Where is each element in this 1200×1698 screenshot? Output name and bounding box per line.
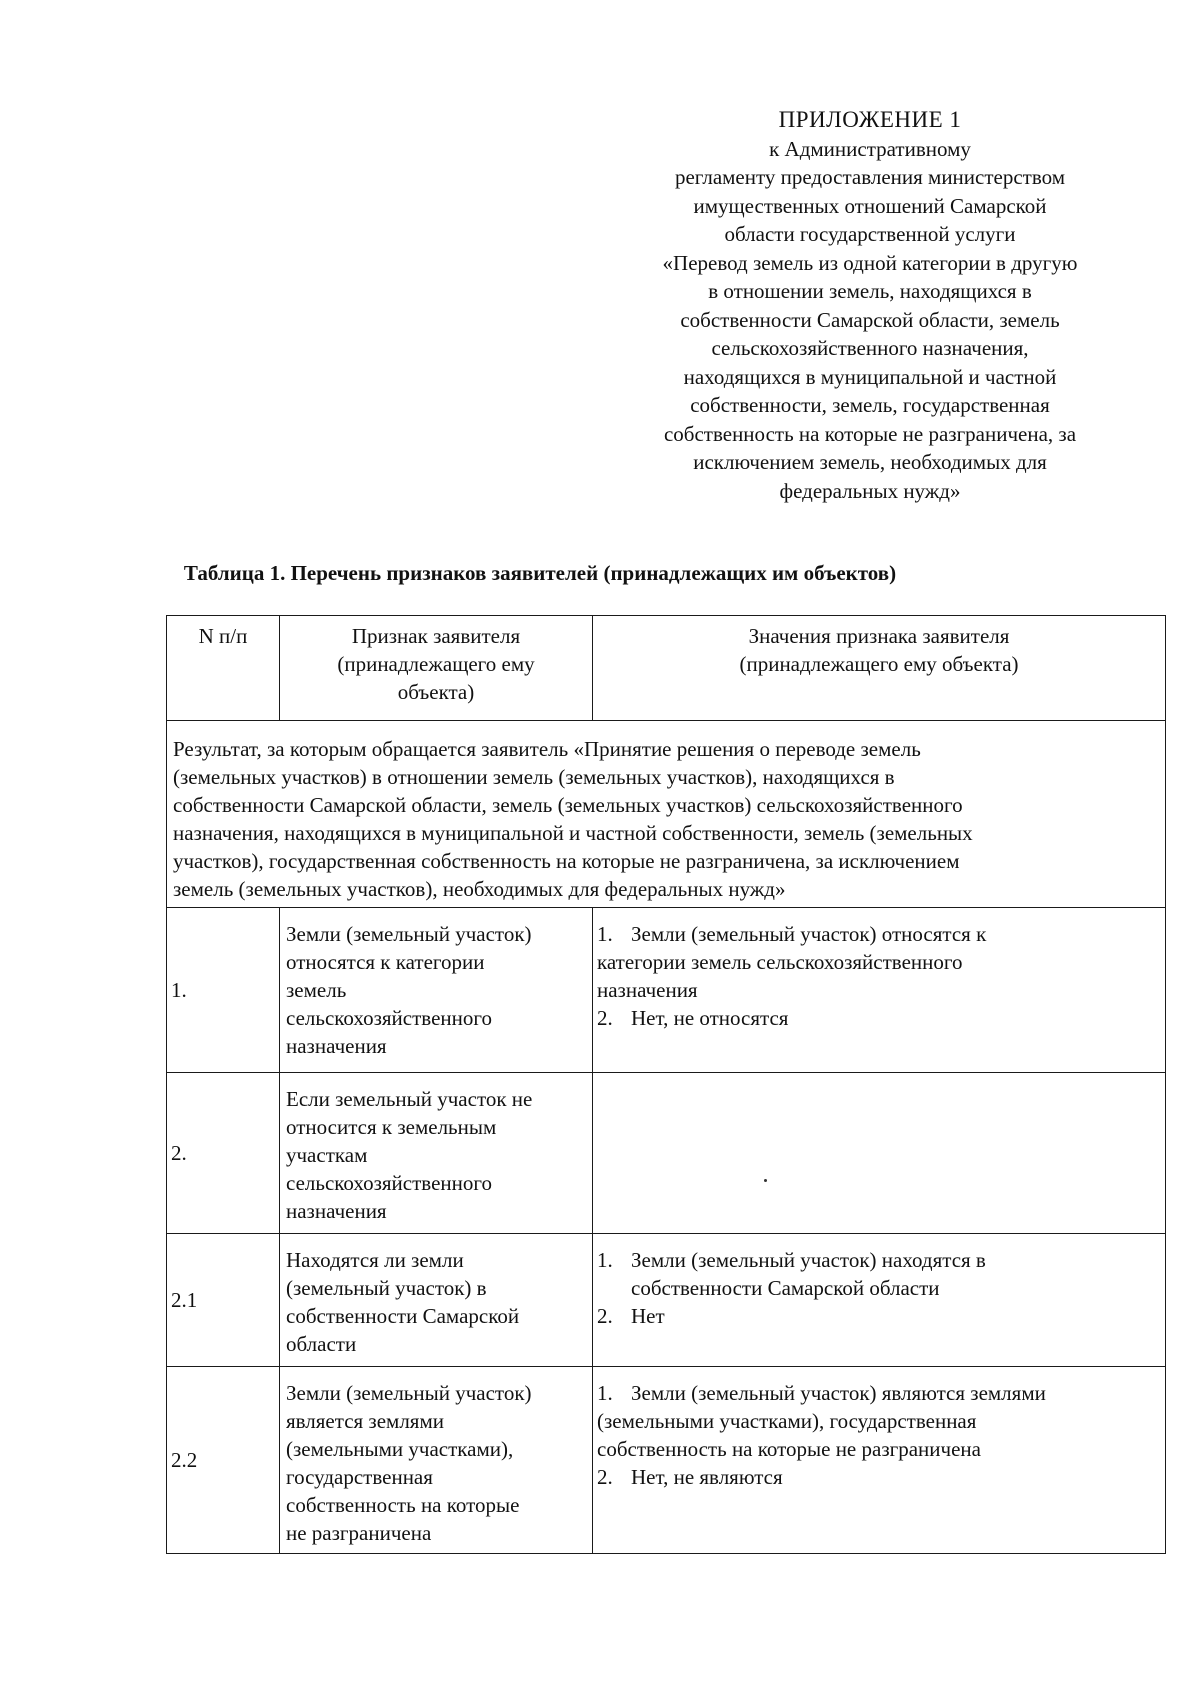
attribute-line: собственности Самарской: [286, 1304, 520, 1328]
header-attr-line: объекта): [397, 680, 475, 704]
appendix-line: «Перевод земель из одной категории в другую: [662, 250, 1078, 275]
attribute-line: Земли (земельный участок): [286, 922, 532, 946]
option-number: 2.: [597, 1304, 613, 1328]
header-attr-line: Признак заявителя: [351, 624, 521, 648]
attribute-line: участкам: [286, 1143, 368, 1167]
header-attr-line: (принадлежащего ему: [337, 652, 535, 676]
value-option: [597, 920, 1159, 948]
value-option: [597, 1302, 1159, 1330]
appendix-line: в отношении земель, находящихся в: [708, 279, 1032, 303]
value-option: [597, 1463, 1159, 1491]
appendix-line: имущественных отношений Самарской: [693, 193, 1047, 218]
table-row: [167, 1234, 1166, 1367]
result-cell: [167, 721, 1166, 908]
attribute-line: назначения: [286, 1199, 387, 1223]
table-caption: Таблица 1. Перечень признаков заявителей (принадлежащих им объектов): [183, 561, 897, 585]
result-row: [167, 721, 1166, 908]
result-line: земель (земельных участков), необходимых для федеральных нужд»: [173, 877, 786, 901]
appendix-line: регламенту предоставления министерством: [674, 165, 1066, 189]
result-line: участков), государственная собственность на которые не разграничена, за исключением: [173, 849, 960, 873]
appendix-line: собственности, земель, государственная: [690, 393, 1050, 417]
option-number: 1.: [597, 922, 613, 946]
table-row: [167, 1073, 1166, 1234]
value-option: [597, 1246, 1159, 1274]
attribute-cell: [280, 1367, 593, 1554]
attribute-line: не разграничена: [286, 1521, 432, 1545]
header-val-line: (принадлежащего ему объекта): [739, 652, 1019, 676]
option-number: 2.: [597, 1465, 613, 1489]
appendix-line: сельскохозяйственного назначения,: [711, 336, 1029, 360]
attribute-cell: [280, 1073, 593, 1234]
header-cell-attr: [280, 616, 593, 721]
attribute-line: государственная: [286, 1465, 433, 1489]
row-number-text: 1.: [171, 978, 187, 1002]
applicant-attributes-table: [166, 615, 1166, 1554]
result-line: (земельных участков) в отношении земель (земельных участков), находящихся в: [173, 765, 895, 789]
attribute-line: назначения: [286, 1034, 387, 1058]
option-number: 1.: [597, 1248, 613, 1272]
value-option: [597, 1004, 1159, 1032]
appendix-line: собственности Самарской области, земель: [680, 307, 1060, 332]
appendix-line: к Административному: [769, 136, 971, 161]
attribute-line: Находятся ли земли: [286, 1248, 464, 1272]
result-line: собственности Самарской области, земель (земельных участков) сельскохозяйственного: [173, 793, 963, 817]
row-number-text: 2.: [171, 1141, 187, 1165]
header-val-line: Значения признака заявителя: [748, 624, 1010, 648]
attribute-line: собственность на которые: [286, 1493, 520, 1517]
appendix-header: [630, 106, 1110, 505]
option-text: Земли (земельный участок) являются землями: [631, 1381, 1046, 1405]
result-line: Результат, за которым обращается заявитель «Принятие решения о переводе земель: [173, 737, 921, 761]
option-number: 2.: [597, 1006, 613, 1030]
appendix-title: ПРИЛОЖЕНИЕ 1: [778, 107, 962, 132]
table-row: [167, 908, 1166, 1073]
option-text-cont: назначения: [597, 978, 698, 1002]
attribute-line: области: [286, 1332, 357, 1356]
option-text: Нет: [631, 1304, 665, 1328]
appendix-line: исключением земель, необходимых для: [693, 450, 1047, 474]
row-number: [167, 1367, 280, 1554]
appendix-line: собственность на которые не разграничена, за: [663, 421, 1077, 446]
appendix-line: области государственной услуги: [724, 222, 1016, 246]
table-row: [167, 1367, 1166, 1554]
option-text-cont: собственность на которые не разграничена: [597, 1437, 981, 1461]
option-text-cont: собственности Самарской области: [631, 1276, 940, 1300]
attribute-line: Если земельный участок не: [286, 1087, 533, 1111]
values-cell: [593, 1367, 1166, 1554]
attribute-cell: [280, 1234, 593, 1367]
table-header-row: [167, 616, 1166, 721]
option-number: 1.: [597, 1381, 613, 1405]
appendix-line: федеральных нужд»: [779, 478, 961, 503]
attribute-line: является землями: [286, 1409, 444, 1433]
attribute-cell: [280, 908, 593, 1073]
row-number: [167, 1073, 280, 1234]
option-text: Нет, не относятся: [631, 1006, 789, 1030]
values-cell: [593, 1234, 1166, 1367]
attribute-line: сельскохозяйственного: [286, 1006, 492, 1030]
option-text: Земли (земельный участок) относятся к: [631, 922, 987, 946]
option-text: Земли (земельный участок) находятся в: [631, 1248, 986, 1272]
option-text: Нет, не являются: [631, 1465, 783, 1489]
appendix-line: находящихся в муниципальной и частной: [683, 364, 1057, 389]
attribute-line: относятся к категории: [286, 950, 485, 974]
attribute-line: (земельный участок) в: [286, 1276, 487, 1300]
attribute-line: земель: [286, 978, 347, 1002]
row-number-text: 2.2: [171, 1448, 198, 1472]
row-number-text: 2.1: [171, 1288, 198, 1312]
option-text-cont: категории земель сельскохозяйственного: [597, 950, 963, 974]
option-text-cont: (земельными участками), государственная: [597, 1409, 977, 1433]
attribute-line: Земли (земельный участок): [286, 1381, 532, 1405]
attribute-line: сельскохозяйственного: [286, 1171, 492, 1195]
attribute-line: (земельными участками),: [286, 1437, 514, 1461]
values-cell: [593, 908, 1166, 1073]
header-cell-num: [167, 616, 280, 721]
row-number: [167, 1234, 280, 1367]
row-number: [167, 908, 280, 1073]
attribute-line: относится к земельным: [286, 1115, 497, 1139]
values-cell-empty: [593, 1073, 1166, 1234]
scan-speck: [764, 1179, 767, 1182]
header-num-label: N п/п: [198, 624, 248, 648]
value-option: [597, 1379, 1159, 1407]
header-cell-val: [593, 616, 1166, 721]
result-line: назначения, находящихся в муниципальной и частной собственности, земель (земельных: [173, 821, 973, 845]
